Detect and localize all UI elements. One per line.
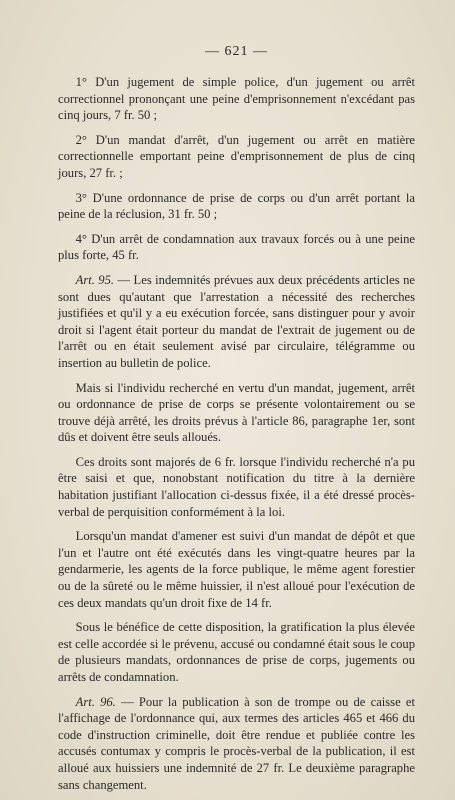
article-95-paragraph-3: Ces droits sont majorés de 6 fr. lorsque l'individu recherché n'a pu être saisi et que, nonobstant notification du titre à la dernière habitation justifiant l'allocation ci-dessus fixée, il a été dressé procès-verbal de perquisition conformément à la loi. <box>58 454 415 519</box>
article-96-label: Art. 96. <box>75 694 116 709</box>
paragraph-item-2: 2° D'un mandat d'arrêt, d'un jugement ou arrêt en matière correctionnelle emportant peine d'emprisonnement de plus de cinq jours, 27 fr. ; <box>58 132 415 180</box>
article-95-paragraph <box>58 272 415 372</box>
article-95-paragraph-2: Mais si l'individu recherché en vertu d'un mandat, jugement, arrêt ou ordonnance de prise de corps se présente volontairement ou se trouve déjà arrêté, les droits prévus à l'article 86, paragraphe 1er, sont dûs et doivent être seuls alloués. <box>58 380 415 445</box>
article-96-text: — Pour la publication à son de trompe ou de caisse et l'affichage de l'ordonnance qui, aux termes des articles 465 et 466 du code d'instruction criminelle, doit être rendue et publiée contre les accusés contumax y compris le procès-verbal de la publication, il est alloué aux huissiers une indemnité de 27 fr. Le deuxième paragraphe sans changement. <box>58 694 415 792</box>
article-95-paragraph-5: Sous le bénéfice de cette disposition, la gratification la plus élevée est celle accordée si le prévenu, accusé ou condamné était sous le coup de plusieurs mandats, ordonnances de prise de corps, jugements ou arrêts de condamnation. <box>58 620 416 684</box>
article-95-label: Art. 95. <box>75 272 115 287</box>
paragraph-item-4: 4° D'un arrêt de condamnation aux travaux forcés ou à une peine plus forte, 45 fr. <box>58 231 415 263</box>
article-95-text: — Les indemnités prévues aux deux précédents articles ne sont dues qu'autant que l'arrestation a nécessité des recherches justifiées et qu'il y a eu exécution forcée, sans distinguer pour y avoir droit si l'agent était porteur du mandat de l'extrait de jugement ou de l'arrêt ou en était seulement avisé par circulaire, télégramme ou insertion au bulletin de police. <box>58 272 416 370</box>
page-number: — 621 — <box>205 44 268 59</box>
article-95-paragraph-4: Lorsqu'un mandat d'amener est suivi d'un mandat de dépôt et que l'un et l'autre ont été exécutés dans les vingt-quatre heures par la gendarmerie, les agents de la force publique, le même agent forestier ou de la sûreté ou le même huissier, il n'est alloué pour l'exécution de ces deux mandats qu'un droit fixe de 14 fr. <box>58 529 415 610</box>
paragraph-item-3: 3° D'une ordonnance de prise de corps ou d'un arrêt portant la peine de la réclusion, 31 fr. 50 ; <box>58 190 415 222</box>
paragraph-item-1: 1° D'un jugement de simple police, d'un jugement ou arrêt correctionnel prononçant une peine d'emprisonnement n'excédant pas cinq jours, 7 fr. 50 ; <box>58 75 415 123</box>
article-96-paragraph <box>58 694 415 794</box>
